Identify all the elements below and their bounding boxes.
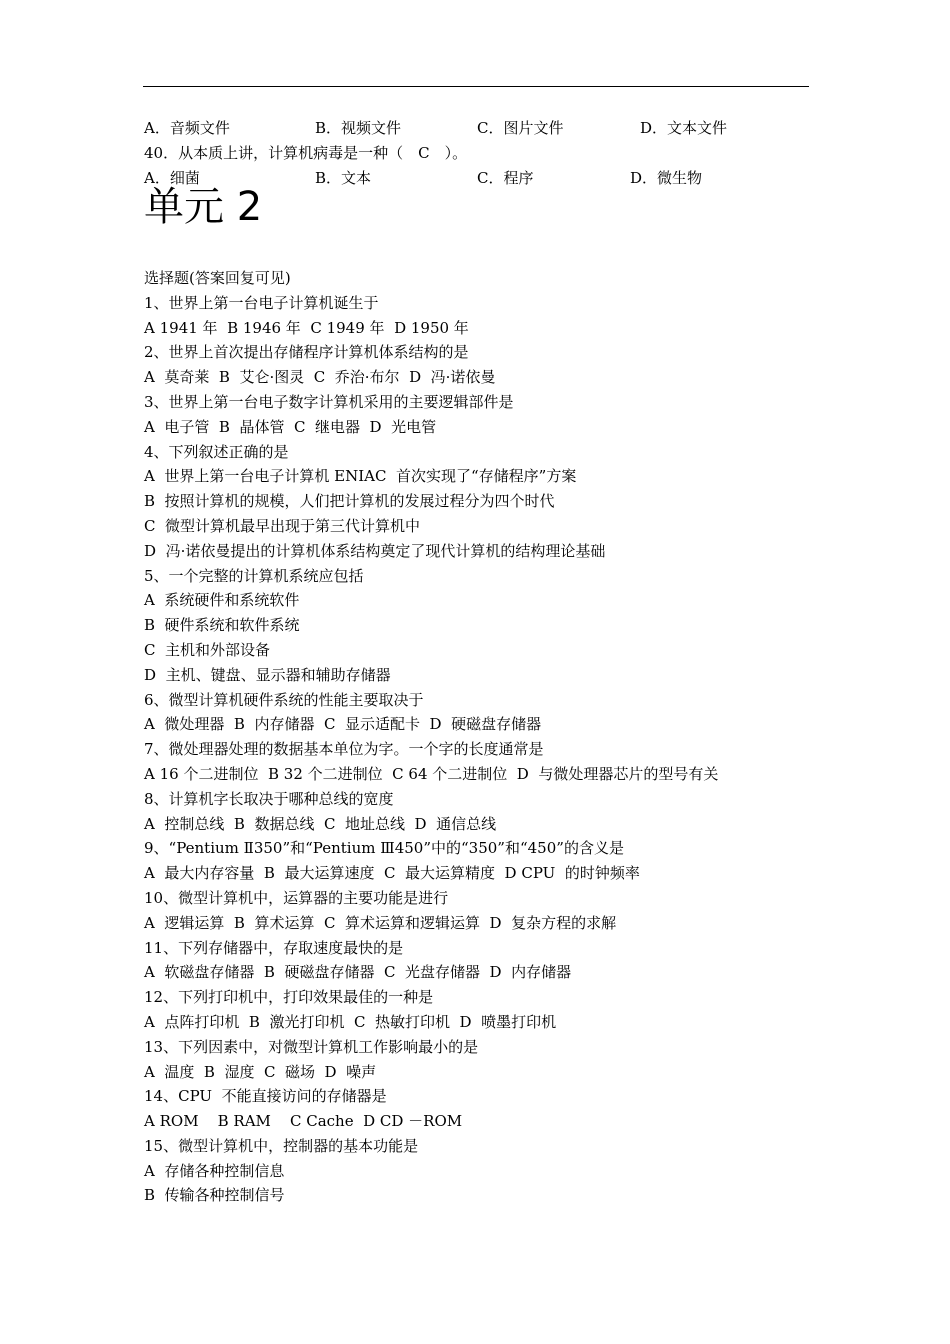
- text-line: D 主机、键盘、显示器和辅助存储器: [144, 665, 391, 684]
- text-line: 12、下列打印机中，打印效果最佳的一种是: [144, 988, 434, 1007]
- text-line: A 温度 B 湿度 C 磁场 D 噪声: [144, 1062, 377, 1081]
- text-line: A 世界上第一台电子计算机 ENIAC 首次实现了“存储程序”方案: [144, 467, 577, 486]
- option-b: B．视频文件: [315, 119, 402, 137]
- option-c: C．程序: [477, 169, 534, 187]
- text-line: A 软磁盘存储器 B 硬磁盘存储器 C 光盘存储器 D 内存储器: [144, 963, 572, 982]
- text-line: B 按照计算机的规模，人们把计算机的发展过程分为四个时代: [144, 492, 555, 511]
- text-line: 4、下列叙述正确的是: [144, 442, 289, 461]
- text-line: 选择题(答案回复可见): [144, 269, 291, 287]
- text-line: A 微处理器 B 内存储器 C 显示适配卡 D 硬磁盘存储器: [144, 715, 542, 734]
- text-line: 15、微型计算机中，控制器的基本功能是: [144, 1136, 419, 1155]
- text-line: 5、一个完整的计算机系统应包括: [144, 566, 364, 585]
- text-line: C 微型计算机最早出现于第三代计算机中: [144, 516, 421, 535]
- text-line: A 电子管 B 晶体管 C 继电器 D 光电管: [144, 417, 437, 436]
- text-line: A 莫奇莱 B 艾仑·图灵 C 乔治·布尔 D 冯·诺依曼: [144, 368, 496, 387]
- text-line: 13、下列因素中，对微型计算机工作影响最小的是: [144, 1037, 479, 1056]
- text-line: A 最大内存容量 B 最大运算速度 C 最大运算精度 D CPU 的时钟频率: [144, 864, 640, 883]
- q39-options: [144, 116, 844, 140]
- text-line: B 传输各种控制信号: [144, 1186, 285, 1205]
- unit-heading: 单元 2: [144, 184, 263, 230]
- text-line: C 主机和外部设备: [144, 640, 271, 659]
- text-line: A 点阵打印机 B 激光打印机 C 热敏打印机 D 喷墨打印机: [144, 1012, 557, 1031]
- text-line: 8、计算机字长取决于哪种总线的宽度: [144, 789, 394, 808]
- option-d: D．微生物: [630, 169, 703, 187]
- text-line: A 16 个二进制位 B 32 个二进制位 C 64 个二进制位 D 与微处理器芯片的型号有关: [144, 764, 719, 783]
- text-line: 9、“Pentium Ⅱ350”和“Pentium Ⅲ450”中的“350”和“450”的含义是: [144, 839, 624, 858]
- option-a: A．细菌: [144, 169, 200, 187]
- text-line: A 存储各种控制信息: [144, 1161, 285, 1180]
- text-line: 6、微型计算机硬件系统的性能主要取决于: [144, 690, 424, 709]
- option-b: B．文本: [315, 169, 372, 187]
- text-line: A 控制总线 B 数据总线 C 地址总线 D 通信总线: [144, 814, 497, 833]
- text-line: 10、微型计算机中，运算器的主要功能是进行: [144, 888, 449, 907]
- text-line: 11、下列存储器中，存取速度最快的是: [144, 938, 404, 957]
- text-line: B 硬件系统和软件系统: [144, 616, 300, 635]
- text-line: A ROM B RAM C Cache D CD －ROM: [144, 1112, 463, 1131]
- text-line: 14、CPU 不能直接访问的存储器是: [144, 1087, 387, 1106]
- text-line: 1、世界上第一台电子计算机诞生于: [144, 293, 379, 312]
- option-d: D．文本文件: [640, 119, 728, 137]
- text-line: 3、世界上第一台电子数字计算机采用的主要逻辑部件是: [144, 392, 514, 411]
- header-rule: [143, 86, 809, 87]
- q40-question: 40．从本质上讲，计算机病毒是一种（ C ）。: [144, 144, 468, 162]
- text-line: A 系统硬件和系统软件: [144, 591, 300, 610]
- text-line: A 逻辑运算 B 算术运算 C 算术运算和逻辑运算 D 复杂方程的求解: [144, 913, 617, 932]
- text-line: A 1941 年 B 1946 年 C 1949 年 D 1950 年: [144, 318, 469, 337]
- text-line: D 冯·诺依曼提出的计算机体系结构奠定了现代计算机的结构理论基础: [144, 541, 606, 560]
- option-c: C．图片文件: [477, 119, 564, 137]
- option-a: A．音频文件: [144, 119, 230, 137]
- question-list: [144, 266, 718, 1208]
- text-line: 7、微处理器处理的数据基本单位为字。一个字的长度通常是: [144, 740, 544, 759]
- text-line: 2、世界上首次提出存储程序计算机体系结构的是: [144, 343, 469, 362]
